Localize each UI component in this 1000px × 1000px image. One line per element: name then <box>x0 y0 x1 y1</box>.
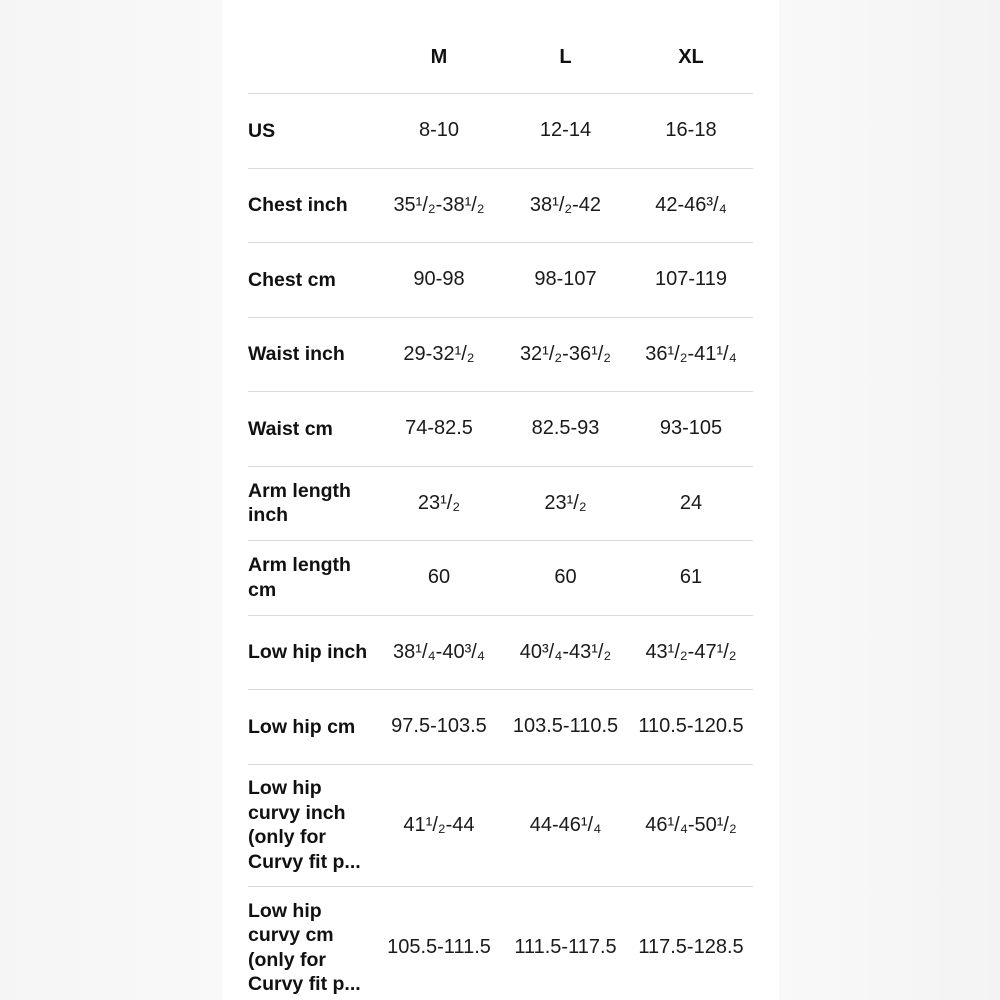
table-row-low-hip-curvy-cm <box>248 887 753 1000</box>
cell-l: 40³/₄-43¹/₂ <box>519 640 612 663</box>
table-row-arm-length-cm <box>248 541 753 616</box>
table-row-low-hip-inch <box>248 616 753 691</box>
table-row-arm-length-inch <box>248 467 753 542</box>
cell-xl: 36¹/₂-41¹/₄ <box>645 342 737 365</box>
cell-m: 74-82.5 <box>405 417 473 440</box>
cell-l: 103.5-110.5 <box>512 715 619 738</box>
cell-xl: 42-46³/₄ <box>655 193 727 216</box>
table-row-waist-cm <box>248 392 753 467</box>
cell-l: 82.5-93 <box>531 417 600 440</box>
cell-m: 35¹/₂-38¹/₂ <box>393 193 485 216</box>
row-label: Arm length cm <box>248 554 351 601</box>
table-row-chest-cm <box>248 243 753 318</box>
table-row-chest-inch <box>248 169 753 244</box>
cell-l: 12-14 <box>539 119 592 142</box>
row-label: Waist cm <box>248 417 333 440</box>
cell-l: 60 <box>554 566 577 589</box>
cell-l: 98-107 <box>534 268 597 291</box>
row-label: Low hip cm <box>248 715 356 738</box>
header-label-blank <box>248 18 376 46</box>
cell-xl: 43¹/₂-47¹/₂ <box>645 640 737 663</box>
table-row-low-hip-cm <box>248 690 753 765</box>
column-header-xl: XL <box>678 46 704 68</box>
size-chart-table <box>248 0 753 1000</box>
cell-l: 111.5-117.5 <box>514 936 617 958</box>
table-row-us <box>248 94 753 169</box>
row-label: Low hip curvy cm (only for Curvy fit p... <box>248 899 361 995</box>
row-label: Low hip curvy inch (only for Curvy fit p... <box>248 777 361 873</box>
cell-xl: 61 <box>679 566 703 589</box>
row-label: Chest cm <box>248 268 336 291</box>
cell-m: 29-32¹/₂ <box>403 342 475 365</box>
cell-xl: 117.5-128.5 <box>638 936 744 958</box>
cell-m: 90-98 <box>413 268 465 291</box>
cell-l: 32¹/₂-36¹/₂ <box>519 342 612 365</box>
table-row-waist-inch <box>248 318 753 393</box>
row-label: Chest inch <box>248 194 348 216</box>
cell-m: 8-10 <box>418 119 460 142</box>
cell-l: 23¹/₂ <box>544 491 587 514</box>
cell-m: 38¹/₄-40³/₄ <box>393 640 485 663</box>
cell-l: 44-46¹/₄ <box>529 813 602 836</box>
cell-m: 60 <box>427 566 451 589</box>
row-label: Arm length inch <box>248 479 351 527</box>
cell-m: 105.5-111.5 <box>387 936 491 958</box>
column-header-m: M <box>430 46 448 68</box>
cell-m: 23¹/₂ <box>417 491 461 514</box>
column-header-l: L <box>559 46 572 68</box>
cell-l: 38¹/₂-42 <box>529 193 602 216</box>
row-label: Waist inch <box>248 343 345 365</box>
row-label: Low hip inch <box>248 641 368 663</box>
cell-xl: 110.5-120.5 <box>638 715 744 738</box>
cell-xl: 46¹/₄-50¹/₂ <box>645 813 737 836</box>
size-chart-panel <box>222 0 779 1000</box>
table-header-row <box>248 0 753 94</box>
left-backdrop <box>0 0 222 1000</box>
table-row-low-hip-curvy-inch <box>248 765 753 887</box>
cell-xl: 16-18 <box>665 119 717 142</box>
right-backdrop <box>779 0 1000 1000</box>
row-label: US <box>248 119 276 142</box>
cell-xl: 107-119 <box>655 268 727 291</box>
cell-m: 97.5-103.5 <box>391 715 487 738</box>
cell-xl: 24 <box>679 491 703 514</box>
cell-xl: 93-105 <box>659 417 723 440</box>
cell-m: 41¹/₂-44 <box>403 813 475 836</box>
